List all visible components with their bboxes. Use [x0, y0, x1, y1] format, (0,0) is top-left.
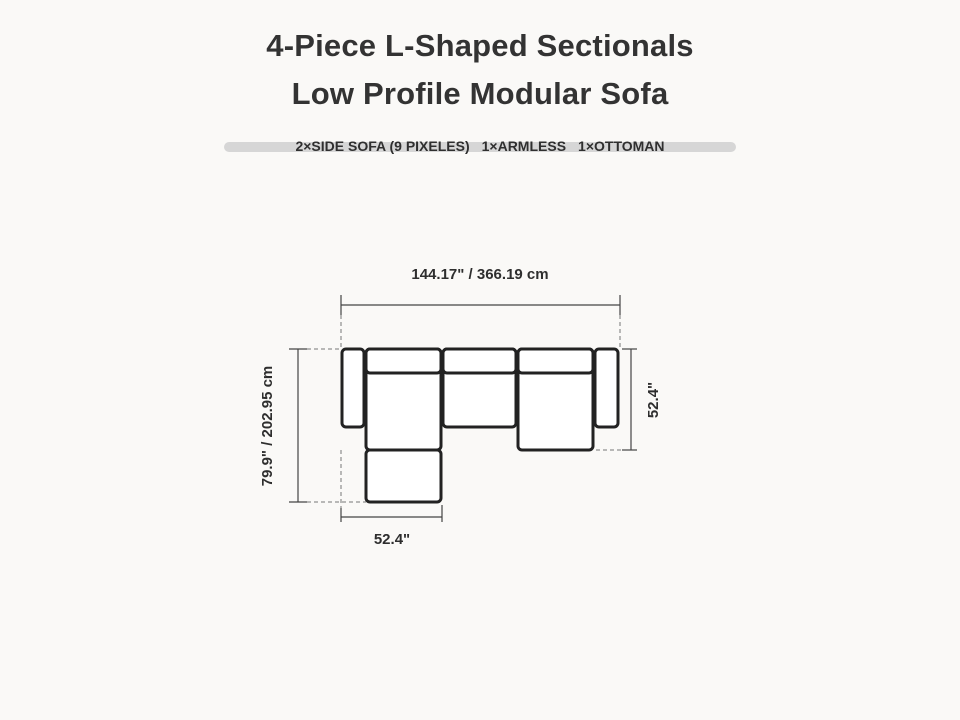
sofa-layout	[342, 349, 618, 502]
component-armless: 1×ARMLESS	[481, 138, 567, 154]
width-dimension	[341, 266, 620, 347]
sofa-depth-label: 52.4"	[645, 381, 662, 419]
ottoman	[366, 450, 441, 502]
component-side-sofa: 2×SIDE SOFA (9 PIXELES)	[295, 138, 470, 154]
chaise-width-label: 52.4"	[373, 531, 411, 548]
armless-backrest	[443, 349, 516, 373]
width-dimension-label: 144.17" / 366.19 cm	[411, 266, 549, 283]
right-arm	[595, 349, 618, 427]
left-side-sofa-backrest	[366, 349, 441, 373]
page-title-line-2: Low Profile Modular Sofa	[291, 76, 669, 111]
component-ottoman: 1×OTTOMAN	[578, 138, 665, 154]
page-title-line-1: 4-Piece L-Shaped Sectionals	[266, 28, 694, 63]
left-arm	[342, 349, 364, 427]
depth-dimension-label: 79.9" / 202.95 cm	[259, 365, 276, 487]
right-side-sofa-backrest	[518, 349, 593, 373]
